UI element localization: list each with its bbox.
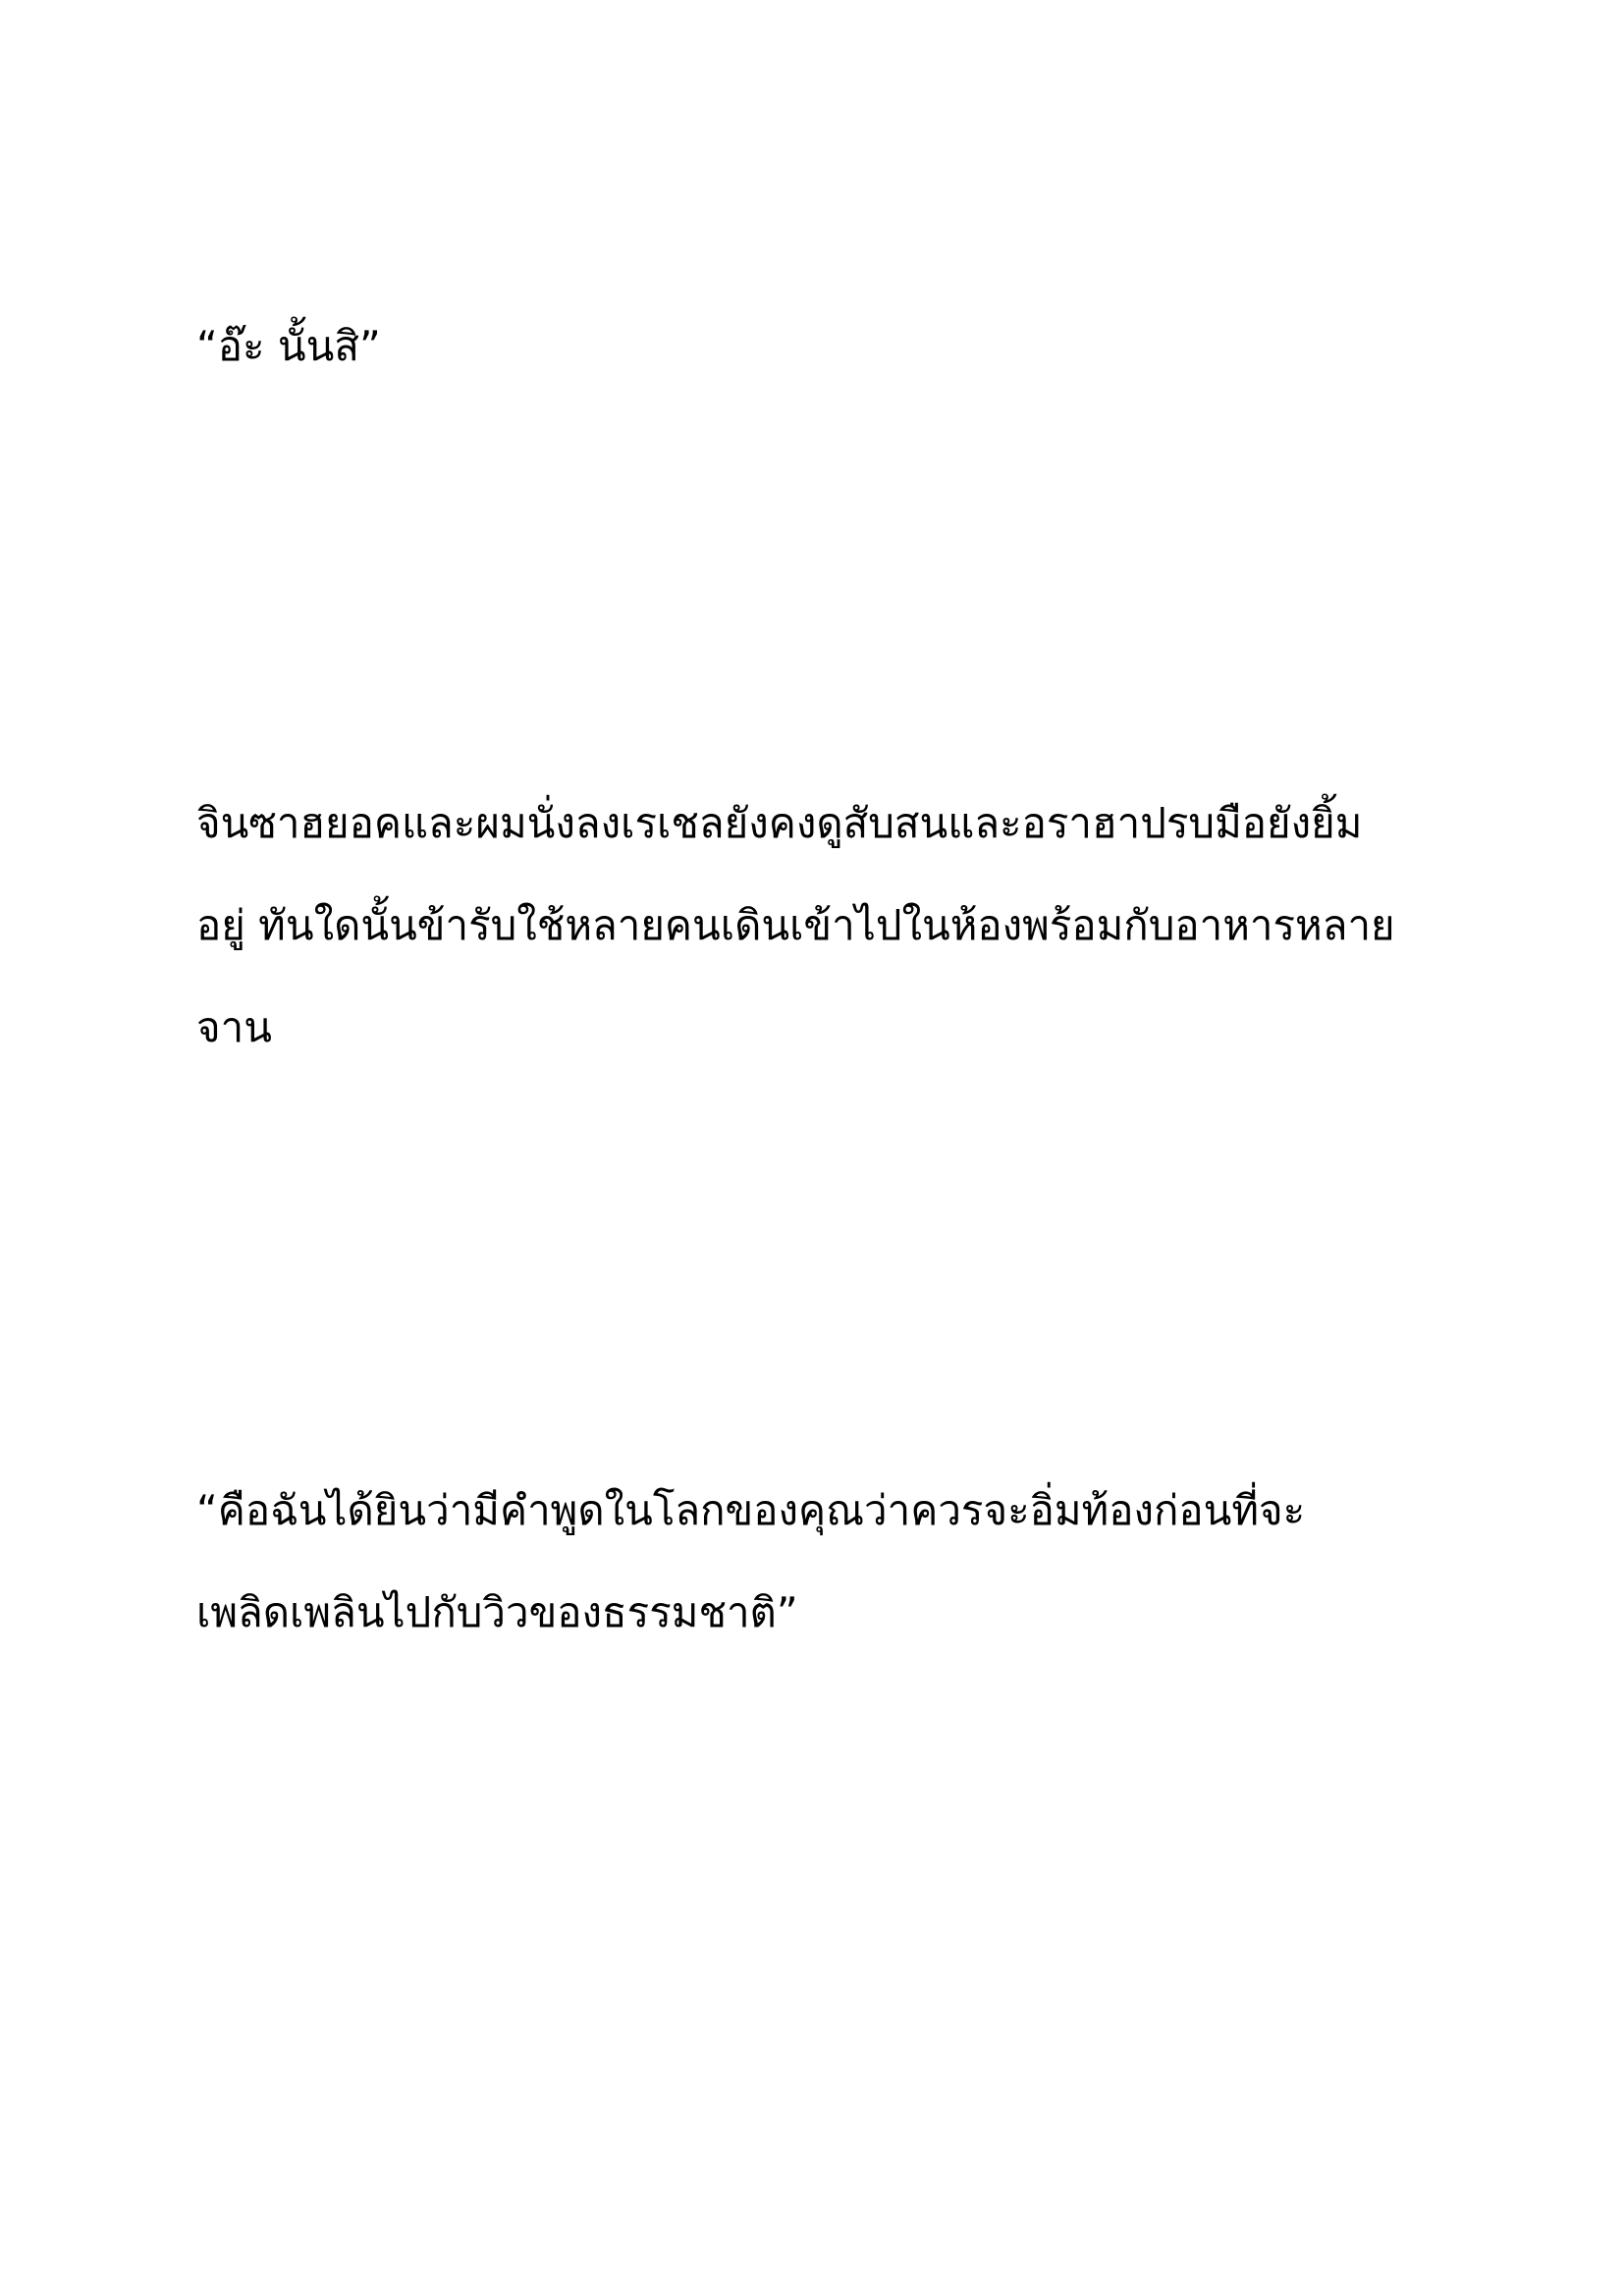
text-line: เพลิดเพลินไปกับวิวของธรรมชาติ” xyxy=(196,1588,798,1636)
text-line: “อ๊ะ นั้นสิ” xyxy=(196,322,381,370)
text-line: อยู่ ทันใดนั้นข้ารับใช้หลายคนเดินเข้าไปในห้องพร้อมกับอาหารหลาย xyxy=(196,901,1395,949)
text-line: จินซาฮยอคและผมนั่งลงเรเชลยังคงดูสับสนและอราฮาปรบมือยังยิ้ม xyxy=(196,799,1363,847)
text-line: “คือฉันได้ยินว่ามีคำพูดในโลกของคุณว่าควรจะอิ่มท้องก่อนที่จะ xyxy=(196,1486,1306,1534)
text-line: จาน xyxy=(196,1003,272,1051)
